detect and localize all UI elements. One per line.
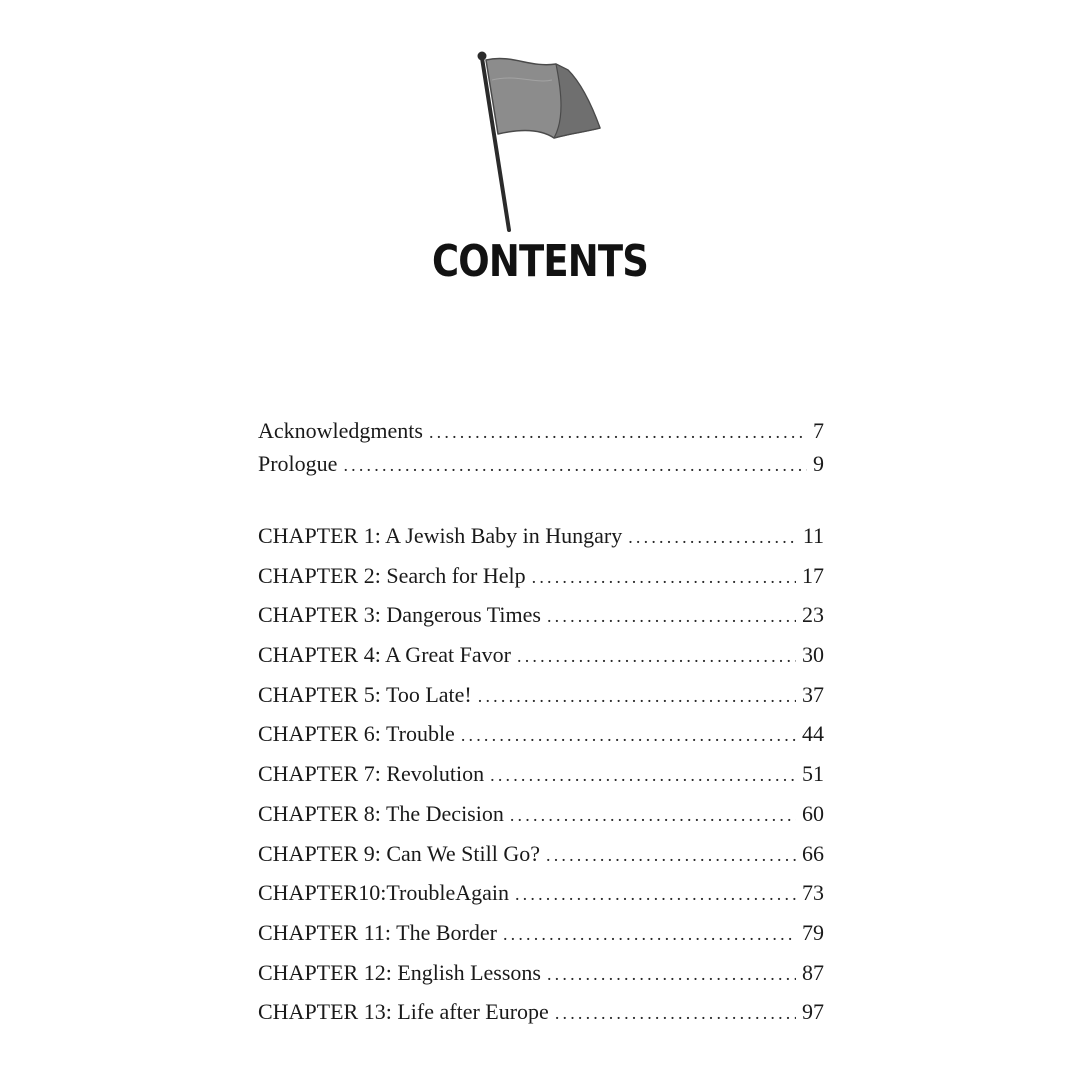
table-of-contents (258, 414, 824, 1032)
toc-entry-chapter (258, 834, 824, 874)
toc-entry-title: CHAPTER 12: English Lessons (258, 959, 541, 985)
toc-entry-title: CHAPTER 5: Too Late! (258, 681, 472, 707)
toc-entry-page-number: 7 (813, 418, 824, 443)
dot-leader (628, 518, 797, 558)
dot-leader (478, 677, 796, 717)
toc-entry-title: CHAPTER 6: Trouble (258, 721, 455, 747)
toc-entry-title: Prologue (258, 451, 338, 476)
toc-entry-title: CHAPTER10:TroubleAgain (258, 880, 509, 906)
toc-entry-chapter (258, 953, 824, 993)
toc-entry-page-number: 30 (802, 642, 824, 668)
toc-entry-title: CHAPTER 4: A Great Favor (258, 642, 511, 668)
toc-entry-title: CHAPTER 11: The Border (258, 919, 497, 945)
dot-leader (343, 449, 807, 482)
dot-leader (546, 836, 796, 876)
toc-entry-chapter (258, 675, 824, 715)
toc-entry-chapter (258, 873, 824, 913)
toc-entry-page-number: 17 (802, 562, 824, 588)
dot-leader (547, 955, 796, 995)
dot-leader (515, 875, 796, 915)
dot-leader (490, 756, 796, 796)
toc-entry-title: CHAPTER 3: Dangerous Times (258, 602, 541, 628)
toc-entry-title: CHAPTER 9: Can We Still Go? (258, 840, 540, 866)
dot-leader (510, 796, 796, 836)
toc-entry-front-matter (258, 414, 824, 447)
toc-entry-title: CHAPTER 1: A Jewish Baby in Hungary (258, 523, 623, 548)
toc-entry-chapter (258, 595, 824, 635)
dot-leader (532, 558, 796, 598)
toc-entry-chapter (258, 913, 824, 953)
toc-entry-chapter (258, 992, 824, 1032)
dot-leader (555, 994, 796, 1034)
flag-icon (472, 50, 612, 235)
toc-entry-page-number: 37 (802, 681, 824, 707)
toc-entry-chapter (258, 754, 824, 794)
toc-entry-chapter (258, 556, 824, 596)
toc-entry-page-number: 87 (802, 959, 824, 985)
toc-entry-chapter (258, 714, 824, 754)
dot-leader (461, 716, 796, 756)
dot-leader (547, 597, 796, 637)
toc-section-gap (258, 480, 824, 516)
toc-entry-page-number: 11 (802, 523, 824, 548)
toc-entry-chapter (258, 635, 824, 675)
dot-leader (429, 416, 807, 449)
toc-entry-page-number: 9 (813, 451, 824, 476)
contents-heading: CONTENTS (432, 236, 648, 287)
toc-entry-page-number: 60 (802, 800, 824, 826)
dot-leader (503, 915, 796, 955)
toc-entry-front-matter (258, 447, 824, 480)
toc-entry-title: CHAPTER 2: Search for Help (258, 562, 526, 588)
dot-leader (517, 637, 796, 677)
toc-entry-page-number: 44 (802, 721, 824, 747)
toc-entry-page-number: 66 (802, 840, 824, 866)
toc-entry-title: CHAPTER 8: The Decision (258, 800, 504, 826)
toc-entry-title: CHAPTER 7: Revolution (258, 761, 485, 787)
toc-entry-chapter (258, 516, 824, 556)
toc-entry-page-number: 51 (802, 761, 824, 787)
toc-entry-title: CHAPTER 13: Life after Europe (258, 999, 549, 1025)
toc-entry-chapter (258, 794, 824, 834)
toc-entry-page-number: 73 (802, 880, 824, 906)
toc-entry-page-number: 79 (802, 919, 824, 945)
toc-entry-page-number: 97 (802, 999, 824, 1025)
toc-entry-page-number: 23 (802, 602, 824, 628)
toc-entry-title: Acknowledgments (258, 418, 423, 443)
